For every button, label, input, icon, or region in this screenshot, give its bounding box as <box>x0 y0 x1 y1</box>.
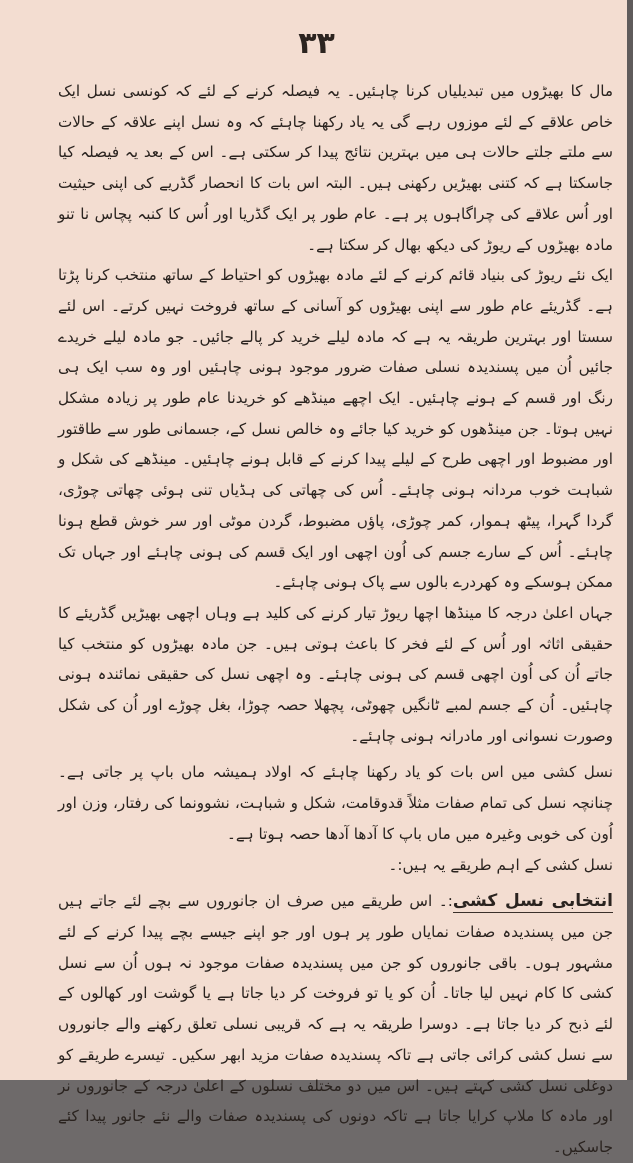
page-edge <box>627 0 633 1080</box>
paragraph-4: نسل کشی میں اس بات کو یاد رکھنا چاہئے کہ اولاد ہمیشہ ماں باپ پر جاتی ہے۔ چنانچہ نسل کی تمام صفات مثلاً قدوقامت، شکل و شباہت، نشوونما کی رفتار، وزن اور اُون کی خوبی وغیرہ میں ماں باپ کا آدھا آدھا حصہ ہوتا ہے۔ <box>58 763 613 843</box>
paragraph-1: مال کا بھیڑوں میں تبدیلیاں کرنا چاہئیں۔ یہ فیصلہ کرنے کے لئے کہ کونسی نسل ایک خاص علاقے کے لئے موزوں رہے گی یہ یاد رکھنا چاہئے کہ وہ نسل اپنے علاقہ کے حالات سے ملتے جلتے حالات ہی میں بہترین نتائج پیدا کر سکتی ہے۔ اس کے بعد یہ فیصلہ کیا جاسکتا ہے کہ کتنی بھیڑیں رکھنی ہیں۔ البتہ اس بات کا انحصار گڈریے کی اپنی حیثیت اور اُس علاقے کی چراگاہوں پر ہے۔ عام طور پر ایک گڈریا اور اُس کا کنبہ پچاس نا تنو مادہ بھیڑوں کے ریوڑ کی دیکھ بھال کر سکتا ہے۔ <box>58 82 613 254</box>
section-heading: انتخابی نسل کشی <box>452 891 613 912</box>
paragraph-5: نسل کشی کے اہم طریقے یہ ہیں:۔ <box>388 855 613 874</box>
section-paragraph: انتخابی نسل کشی:۔ اس طریقے میں صرف ان جانوروں سے بچے لئے جاتے ہیں جن میں پسندیدہ صفات نمایاں طور پر ہوں اور جو اپنے جیسے بچے پیدا کرنے کے لئے مشہور ہوں۔ باقی جانوروں کو جن میں پسندیدہ صفات موجود نہ ہوں اُن سے نسل کشی کا کام نہیں لیا جاتا۔ اُن کو یا تو فروخت کر دیا جاتا ہے یا گوشت اور کھالوں کے لئے ذبح کر دیا جاتا ہے۔ دوسرا طریقہ یہ ہے کہ قریبی نسلی تعلق رکھنے والے جانوروں سے نسل کشی کرائی جاتی ہے تاکہ پسندیدہ صفات مزید ابھر سکیں۔ تیسرے طریقے کو دوغلی نسل کشی کہتے ہیں۔ اس میں دو مختلف نسلوں کے اعلیٰ درجہ کے جانوروں نر اور مادہ کا ملاپ کرایا جاتا ہے تاکہ دونوں کی پسندیدہ صفات والے نئے جانور پیدا کئے جاسکیں۔ <box>58 891 613 1156</box>
page-body <box>58 76 613 1163</box>
section-paragraph-text: اس طریقے میں صرف ان جانوروں سے بچے لئے جاتے ہیں جن میں پسندیدہ صفات نمایاں طور پر ہوں اور جو اپنے جیسے بچے پیدا کرنے کے لئے مشہور ہوں۔ باقی جانوروں کو جن میں پسندیدہ صفات موجود نہ ہوں اُن سے نسل کشی کا کام نہیں لیا جاتا۔ اُن کو یا تو فروخت کر دیا جاتا ہے یا گوشت اور کھالوں کے لئے ذبح کر دیا جاتا ہے۔ دوسرا طریقہ یہ ہے کہ قریبی نسلی تعلق رکھنے والے جانوروں سے نسل کشی کرائی جاتی ہے تاکہ پسندیدہ صفات مزید ابھر سکیں۔ تیسرے طریقے کو دوغلی نسل کشی کہتے ہیں۔ اس میں دو مختلف نسلوں کے اعلیٰ درجہ کے جانوروں نر اور مادہ کا ملاپ کرایا جاتا ہے تاکہ دونوں کی پسندیدہ صفات والے نئے جانور پیدا کئے جاسکیں۔ <box>58 892 613 1156</box>
paragraph-2: ایک نئے ریوڑ کی بنیاد قائم کرنے کے لئے مادہ بھیڑوں کو احتیاط کے ساتھ منتخب کرنا پڑتا ہے۔ گڈریئے عام طور سے اپنی بھیڑوں کو آسانی کے ساتھ فروخت نہیں کرتے۔ اس لئے سستا اور بہترین طریقہ یہ ہے کہ مادہ لیلے خرید کر پالے جائیں۔ جو مادہ لیلے خریدے جائیں اُن میں پسندیدہ نسلی صفات ضرور موجود ہونی چاہئیں اور وہ سب ایک ہی رنگ اور قسم کے ہونے چاہئیں۔ ایک اچھے مینڈھے کو خریدنا عام طور پر زیادہ مشکل نہیں ہوتا۔ جن مینڈھوں کو خرید کیا جائے وہ خالص نسل کے، جسمانی طور سے طاقتور اور مضبوط اور اچھی طرح کے لیلے پیدا کرنے کے قابل ہونے چاہئیں۔ مینڈھے کی شکل و شباہت خوب مردانہ ہونی چاہئے۔ اُس کی چھاتی کی ہڈیاں تنی ہوئی چھاتی چوڑی، گردا گہرا، پیٹھ ہموار، کمر چوڑی، پاؤں مضبوط، گردن موٹی اور سر خوش قطع ہونا چاہئے۔ اُس کے سارے جسم کی اُون اچھی اور ایک قسم کی ہونی چاہئے اور جہاں تک ممکن ہوسکے وہ کھردرے بالوں سے پاک ہونی چاہئے۔ <box>58 266 613 592</box>
paragraph-3: جہاں اعلیٰ درجہ کا مینڈھا اچھا ریوڑ تیار کرنے کی کلید ہے وہاں اچھی بھیڑیں گڈریئے کا حقیقی اثاثہ اور اُس کے لئے فخر کا باعث ہوتی ہیں۔ جن مادہ بھیڑوں کو منتخب کیا جاتے اُن کی اُون اچھی قسم کی ہونی چاہئے۔ وہ اچھی نسل کی حقیقی نمائندہ ہونی چاہئیں۔ اُن کے جسم لمبے ٹانگیں چھوٹی، پچھلا حصہ چوڑا، بغل چوڑے اور اُن کی شکل وصورت نسوانی اور مادرانہ ہونی چاہئے۔ <box>58 603 613 745</box>
page-number: ۳۳ <box>298 26 335 61</box>
